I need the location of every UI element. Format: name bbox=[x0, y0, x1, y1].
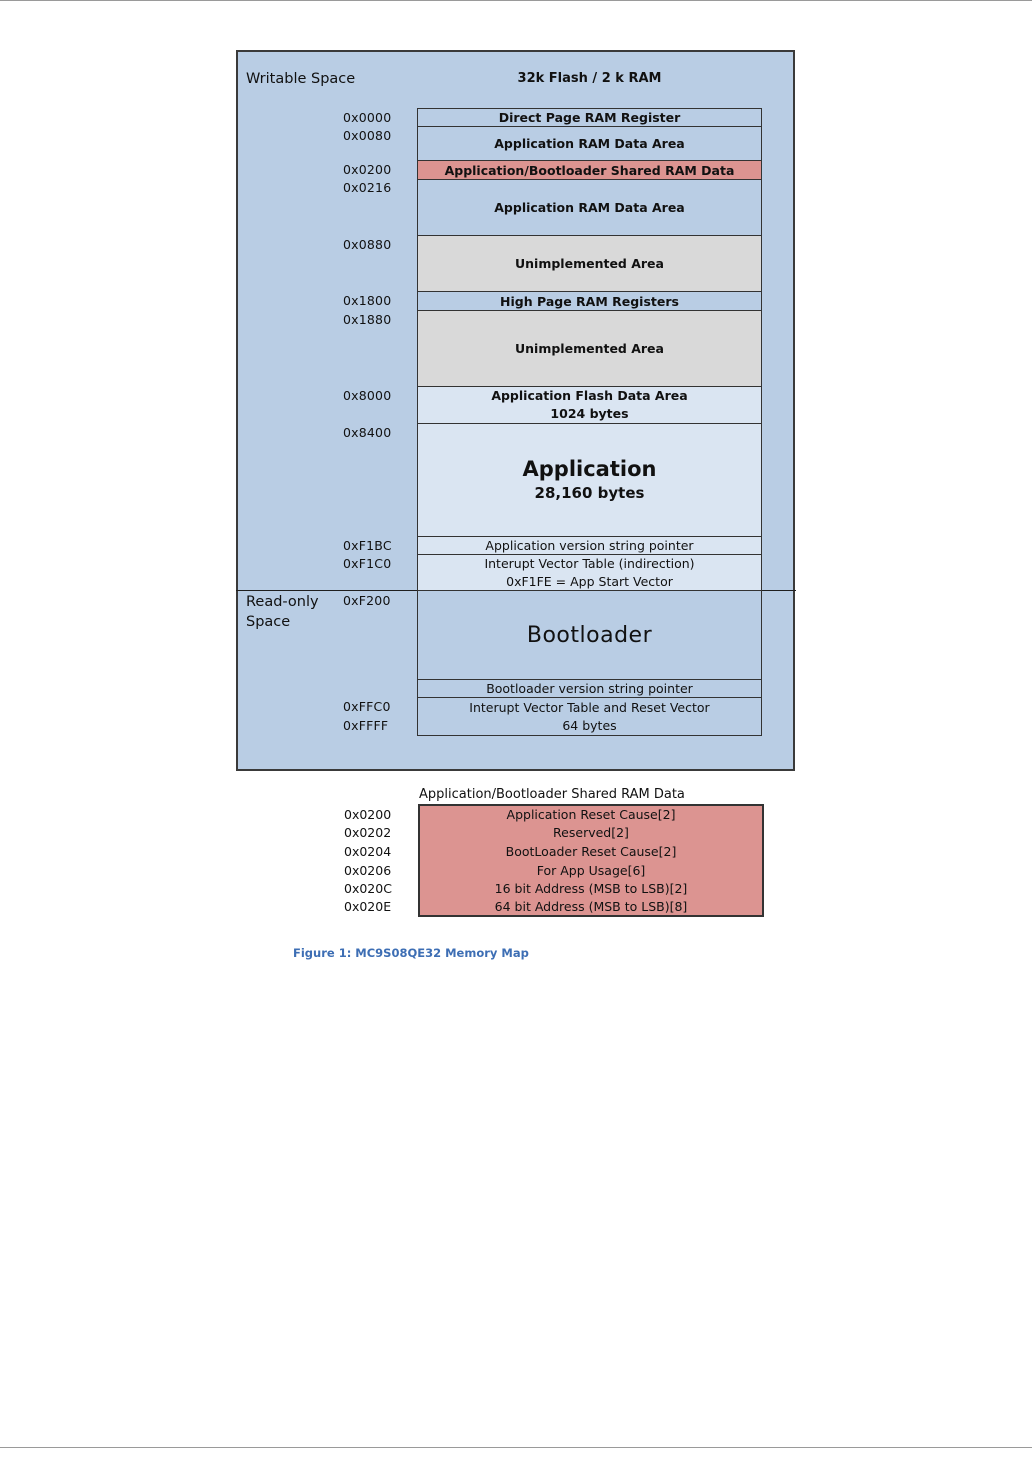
table-address: 0x0206 bbox=[344, 863, 392, 878]
shared-ram-table bbox=[418, 804, 764, 917]
shared-ram-block bbox=[417, 160, 762, 180]
block-label: Application RAM Data Area bbox=[494, 200, 685, 215]
table-row: 16 bit Address (MSB to LSB)[2] bbox=[494, 881, 688, 896]
app-ram-block bbox=[417, 179, 762, 236]
boot-version-block bbox=[417, 679, 762, 698]
bootloader-title: Bootloader bbox=[526, 622, 653, 648]
address-label: 0xF1C0 bbox=[343, 556, 392, 571]
high-page-ram-block bbox=[417, 291, 762, 311]
address-label: 0x1880 bbox=[343, 312, 392, 327]
block-label: High Page RAM Registers bbox=[500, 293, 679, 309]
table-row: For App Usage[6] bbox=[536, 863, 646, 878]
table-address: 0x0202 bbox=[344, 825, 392, 840]
writable-space-label: Writable Space bbox=[246, 71, 356, 87]
shared-table-title: Application/Bootloader Shared RAM Data bbox=[419, 787, 685, 802]
address-label: 0x1800 bbox=[343, 293, 392, 308]
boot-ivt-block bbox=[417, 697, 762, 736]
table-row: BootLoader Reset Cause[2] bbox=[505, 844, 677, 859]
block-label: Unimplemented Area bbox=[515, 341, 664, 356]
application-block bbox=[417, 423, 762, 537]
table-row: Application Reset Cause[2] bbox=[506, 807, 676, 822]
app-ivt-block bbox=[417, 554, 762, 591]
block-label: Application Flash Data Area bbox=[491, 388, 688, 403]
block-label: Bootloader version string pointer bbox=[486, 681, 693, 696]
table-address: 0x020E bbox=[344, 899, 392, 914]
app-version-block bbox=[417, 536, 762, 555]
block-label: Interupt Vector Table and Reset Vector bbox=[469, 699, 710, 715]
flash-data-block bbox=[417, 386, 762, 424]
address-label: 0x0080 bbox=[343, 128, 392, 143]
block-label: Unimplemented Area bbox=[515, 256, 664, 271]
table-row: Reserved[2] bbox=[553, 825, 629, 840]
block-label: Application/Bootloader Shared RAM Data bbox=[444, 162, 735, 178]
unimplemented-block bbox=[417, 235, 762, 292]
memory-map-header: 32k Flash / 2 k RAM bbox=[517, 71, 662, 86]
address-label: 0x0000 bbox=[343, 110, 392, 125]
table-address: 0x0204 bbox=[344, 844, 392, 859]
application-size: 28,160 bytes bbox=[534, 484, 645, 502]
address-label: 0x0880 bbox=[343, 237, 392, 252]
address-label: 0xF200 bbox=[343, 593, 391, 608]
block-label: 0xF1FE = App Start Vector bbox=[506, 573, 673, 589]
address-label: 0xFFC0 bbox=[343, 699, 391, 714]
page-bottom-rule bbox=[0, 1447, 1032, 1448]
block-label: Direct Page RAM Register bbox=[498, 110, 681, 125]
app-ram-block bbox=[417, 126, 762, 161]
block-size: 1024 bytes bbox=[550, 406, 629, 421]
block-label: Application RAM Data Area bbox=[494, 136, 685, 151]
address-label: 0x8400 bbox=[343, 425, 392, 440]
block-label: Application version string pointer bbox=[485, 538, 694, 553]
application-title: Application bbox=[522, 457, 657, 481]
address-label: 0xFFFF bbox=[343, 718, 389, 733]
readonly-space-label: Read-only Space bbox=[246, 594, 319, 630]
table-address: 0x0200 bbox=[344, 807, 392, 822]
address-label: 0xF1BC bbox=[343, 538, 392, 553]
address-label: 0x0216 bbox=[343, 180, 392, 195]
table-row: 64 bit Address (MSB to LSB)[8] bbox=[494, 899, 688, 914]
figure-caption: Figure 1: MC9S08QE32 Memory Map bbox=[293, 946, 529, 960]
address-label: 0x0200 bbox=[343, 162, 392, 177]
page-top-rule bbox=[0, 0, 1032, 1]
direct-page-ram-block bbox=[417, 108, 762, 127]
block-label: Interupt Vector Table (indirection) bbox=[484, 555, 695, 571]
unimplemented-block bbox=[417, 310, 762, 387]
bootloader-block bbox=[417, 590, 762, 680]
address-label: 0x8000 bbox=[343, 388, 392, 403]
block-label: 64 bytes bbox=[562, 717, 617, 733]
table-address: 0x020C bbox=[344, 881, 392, 896]
